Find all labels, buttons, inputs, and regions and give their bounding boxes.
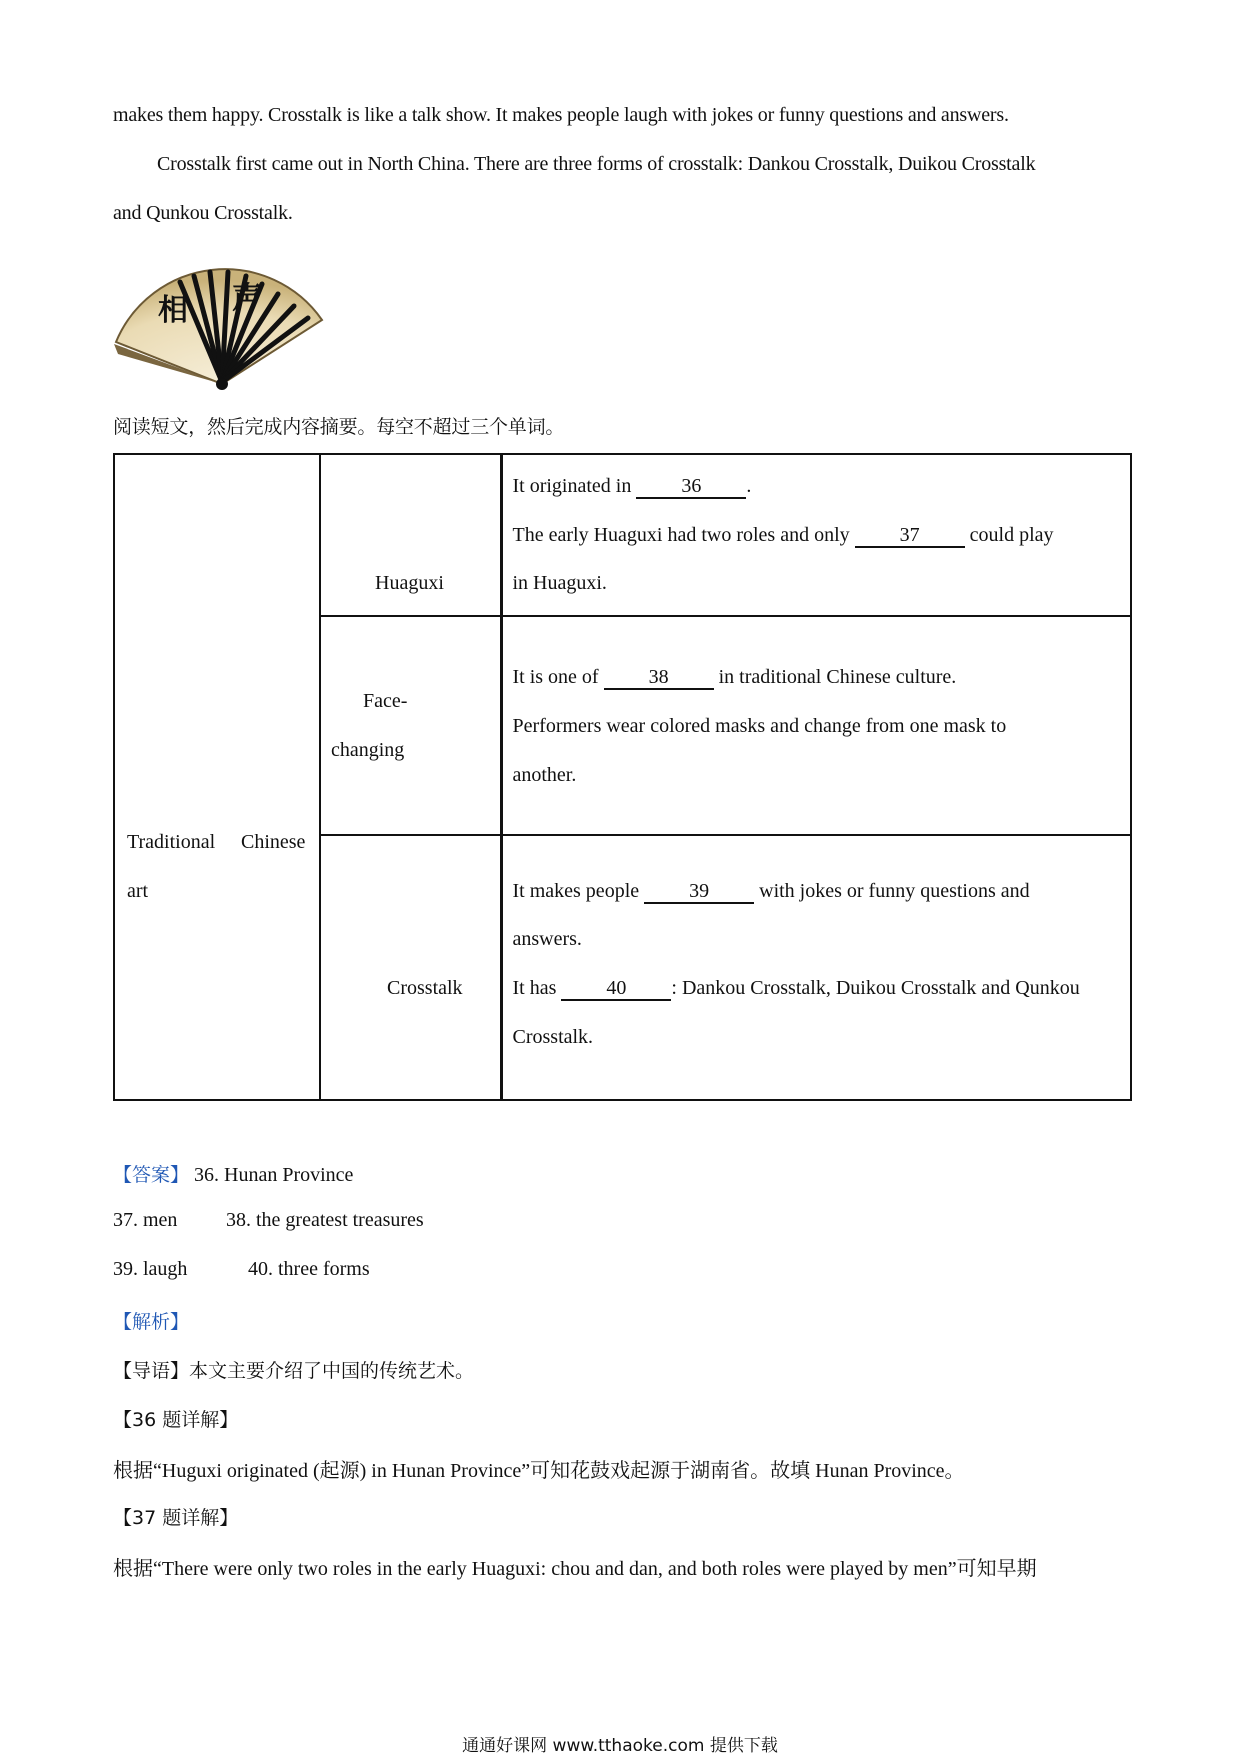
face-changing-line-1: It is one of 38 in traditional Chinese culture. [512, 666, 957, 688]
answer-label: 【答案】 [113, 1164, 190, 1186]
crosstalk-summary-cell [501, 835, 1131, 1100]
blank-40: 40 [561, 978, 671, 1001]
passage-line-1: makes them happy. Crosstalk is like a talk show. It makes people laugh with jokes or funny questions and answers. [113, 104, 1009, 126]
blank-39: 39 [644, 881, 754, 904]
face-changing-line-3: another. [512, 764, 577, 786]
passage-line-3: and Qunkou Crosstalk. [113, 202, 293, 224]
intro-line [113, 1356, 474, 1383]
answer-39: 39. laugh [113, 1258, 188, 1280]
instruction-text: 阅读短文，然后完成内容摘要。每空不超过三个单词。 [113, 416, 565, 438]
crosstalk-line-3: It has 40 : Dankou Crosstalk, Duikou Crosstalk and Qunkou [512, 977, 1080, 999]
face-changing-line-2: Performers wear colored masks and change from one mask to [512, 715, 1007, 737]
answer-37: 37. men [113, 1209, 178, 1231]
category-word-1: Traditional [127, 831, 216, 853]
intro-text: 本文主要介绍了中国的传统艺术。 [189, 1360, 475, 1382]
answer-40: 40. three forms [248, 1258, 370, 1280]
face-changing-summary-cell [501, 616, 1131, 835]
answer-36-line [113, 1160, 353, 1187]
huaguxi-line-3: in Huaguxi. [512, 572, 607, 594]
intro-label: 【导语】 [113, 1360, 190, 1382]
page-footer: 通通好课网 www.tthaoke.com 提供下载 [462, 1736, 778, 1756]
art-name-huaguxi: Huaguxi [320, 454, 501, 616]
q37-detail-label: 【37 题详解】 [113, 1507, 239, 1529]
crosstalk-fan-image [110, 262, 334, 390]
q36-detail-text: 根据“Huguxi originated (起源) in Hunan Province”可知花鼓戏起源于湖南省。故填 Hunan Province。 [113, 1460, 965, 1482]
huaguxi-line-2: The early Huaguxi had two roles and only 37 could play [512, 524, 1054, 546]
category-cell [114, 454, 320, 1100]
fan-character-2: 声 [232, 281, 262, 316]
answer-38: 38. the greatest treasures [226, 1209, 424, 1231]
huaguxi-summary-cell [501, 454, 1131, 616]
q36-detail-label: 【36 题详解】 [113, 1409, 239, 1431]
blank-37: 37 [855, 525, 965, 548]
art-name-face-changing: Face- changing [320, 616, 501, 835]
category-word-3: art [127, 880, 149, 902]
answer-36: 36. Hunan Province [194, 1164, 354, 1186]
analysis-label: 【解析】 [113, 1311, 190, 1333]
blank-38: 38 [604, 667, 714, 690]
blank-36: 36 [636, 476, 746, 499]
crosstalk-line-1: It makes people 39 with jokes or funny questions and [512, 880, 1030, 902]
fan-character-1: 相 [158, 293, 188, 328]
crosstalk-line-2: answers. [512, 928, 582, 950]
art-name-crosstalk: Crosstalk [320, 835, 501, 1100]
passage-line-2: Crosstalk first came out in North China. There are three forms of crosstalk: Dankou Crosstalk, Duikou Crosstalk [157, 153, 1036, 175]
summary-table [113, 453, 1132, 1101]
q37-detail-text: 根据“There were only two roles in the early Huaguxi: chou and dan, and both roles were played by men”可知早期 [113, 1558, 1037, 1580]
huaguxi-line-1: It originated in 36 . [512, 475, 752, 497]
category-word-2: Chinese [241, 831, 306, 853]
crosstalk-line-4: Crosstalk. [512, 1026, 594, 1048]
